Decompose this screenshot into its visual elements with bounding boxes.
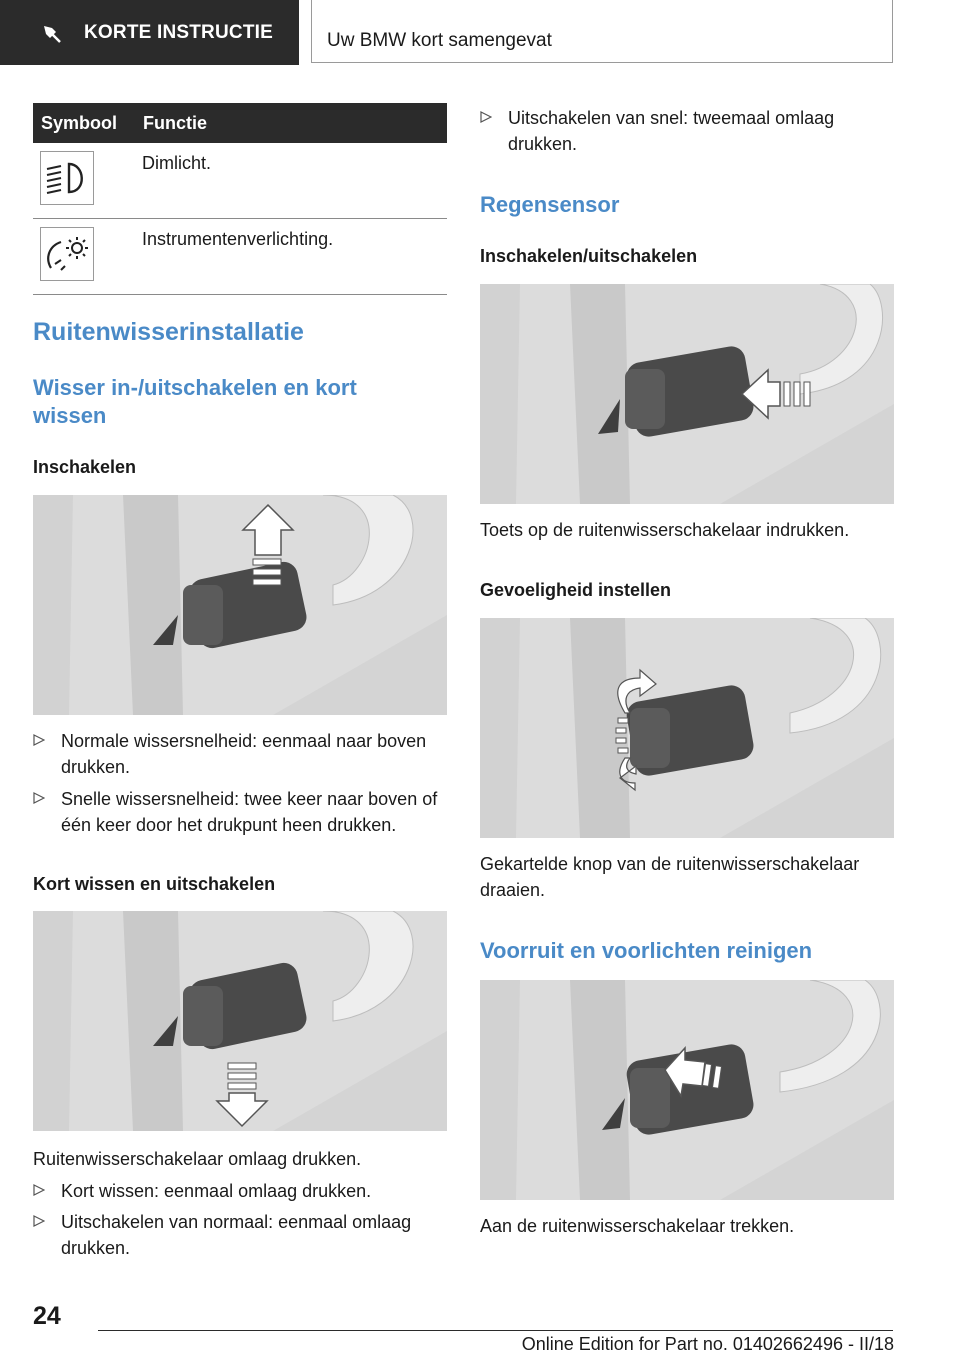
triangle-bullet-icon xyxy=(33,792,45,804)
low-beam-icon xyxy=(40,151,94,205)
edition-note: Online Edition for Part no. 01402662496 - II/18 xyxy=(521,1334,894,1354)
illustration-rain-sensor-button xyxy=(480,284,894,504)
heading-switch-on: Inschakelen xyxy=(33,457,137,477)
function-text: Dimlicht. xyxy=(142,153,212,173)
table-header xyxy=(33,103,447,143)
heading-onoff: Inschakelen/uitschakelen xyxy=(480,246,698,266)
page-number: 24 xyxy=(33,1302,61,1330)
washer-title: Voorruit en voorlichten reinigen xyxy=(480,938,813,963)
section-tab[interactable] xyxy=(0,0,299,65)
list-item: Normale wissersnelheid: eenmaal naar boven drukken. xyxy=(33,728,447,780)
symbol-table xyxy=(33,103,447,295)
table-row xyxy=(33,143,447,219)
list-item: Snelle wissersnelheid: twee keer naar boven of één keer door het drukpunt heen drukken. xyxy=(33,786,447,838)
triangle-bullet-icon xyxy=(33,1184,45,1196)
footer-divider xyxy=(98,1330,893,1331)
heading-short-wipe: Kort wissen en uitschakelen xyxy=(33,874,276,894)
pin-icon xyxy=(40,22,62,44)
section-title: Ruitenwisserinstallatie xyxy=(33,318,304,346)
triangle-bullet-icon xyxy=(33,1215,45,1227)
rain-sensor-title: Regensensor xyxy=(480,192,620,217)
chapter-tab[interactable] xyxy=(311,0,893,63)
caption-sensitivity: Gekartelde knop van de ruitenwisserschakelaar draaien. xyxy=(480,854,860,900)
illustration-wiper-down xyxy=(33,911,447,1131)
subsection-title: Wisser in-/uitschakelen en kort wissen xyxy=(33,375,357,428)
illustration-washer-pull xyxy=(480,980,894,1200)
list-item: Uitschakelen van normaal: eenmaal omlaag drukken. xyxy=(33,1209,447,1261)
col-symbol: Symbool xyxy=(41,112,118,133)
heading-sensitivity: Gevoeligheid instellen xyxy=(480,580,672,600)
illustration-wiper-up xyxy=(33,495,447,715)
triangle-bullet-icon xyxy=(33,734,45,746)
instrument-lighting-icon xyxy=(40,227,94,281)
function-text: Instrumentenverlichting. xyxy=(142,229,334,249)
section-label: KORTE INSTRUCTIE xyxy=(84,21,273,43)
table-row xyxy=(33,219,447,295)
caption-washer: Aan de ruitenwisserschakelaar trekken. xyxy=(480,1216,795,1236)
chapter-title: Uw BMW kort samengevat xyxy=(327,30,552,51)
list-item: Kort wissen: eenmaal omlaag drukken. xyxy=(33,1178,447,1204)
col-function: Functie xyxy=(143,112,208,133)
caption-short-wipe: Ruitenwisserschakelaar omlaag drukken. xyxy=(33,1149,362,1169)
illustration-sensitivity-knob xyxy=(480,618,894,838)
triangle-bullet-icon xyxy=(480,111,492,123)
caption-onoff: Toets op de ruitenwisserschakelaar indrukken. xyxy=(480,520,850,540)
list-item: Uitschakelen van snel: tweemaal omlaag drukken. xyxy=(480,105,894,157)
